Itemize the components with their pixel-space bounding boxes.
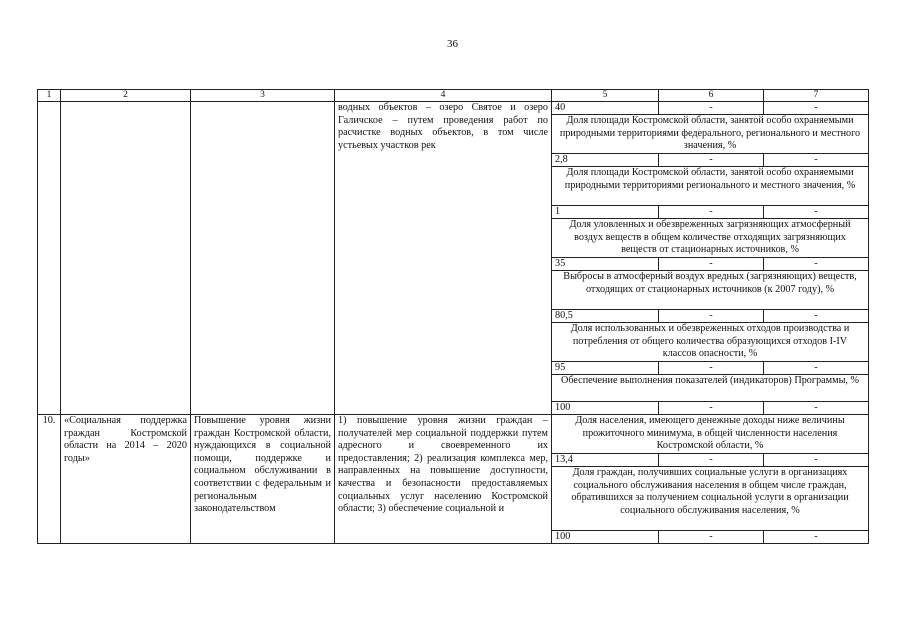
indicator-label: Доля уловленных и обезвреженных загрязняющих атмосферный воздух веществ в общем количестве отходящих загрязняющих веществ от стационарных источников, % <box>552 219 869 258</box>
indicator-value-col6: - <box>659 258 764 271</box>
table-row <box>38 102 869 115</box>
indicator-value-2014: 95 <box>552 362 659 375</box>
header-col-4: 4 <box>335 90 552 102</box>
indicator-value-2014: 40 <box>552 102 659 115</box>
row9-objectives: водных объектов – озеро Святое и озеро Галичское – путем проведения работ по расчистке водных объектов, в том числе устьевых участков рек <box>335 102 552 415</box>
table-row <box>38 415 869 454</box>
indicator-value-col7: - <box>764 154 869 167</box>
indicator-value-col7: - <box>764 102 869 115</box>
indicator-value-col6: - <box>659 362 764 375</box>
header-col-3: 3 <box>191 90 335 102</box>
header-col-7: 7 <box>764 90 869 102</box>
row10-objectives: 1) повышение уровня жизни граждан – получателей мер социальной поддержки путем адресного и своевременного их предоставления; 2) реализация комплекса мер, направленных на повышение доступности, качества и безопасности предоставляемых социальных услуг населению Костромской области; 3) обеспечение социальной и <box>335 415 552 544</box>
header-row <box>38 90 869 102</box>
indicator-value-2014: 100 <box>552 531 659 544</box>
indicator-value-2014: 35 <box>552 258 659 271</box>
indicator-label: Доля использованных и обезвреженных отходов производства и потребления от общего количества образующихся отходов I-IV классов опасности, % <box>552 323 869 362</box>
header-col-6: 6 <box>659 90 764 102</box>
indicator-value-2014: 13,4 <box>552 454 659 467</box>
indicator-value-2014: 1 <box>552 206 659 219</box>
row10-number: 10. <box>38 415 61 544</box>
indicator-value-col7: - <box>764 402 869 415</box>
header-col-5: 5 <box>552 90 659 102</box>
row9-col2 <box>61 102 191 415</box>
indicator-label: Доля площади Костромской области, занятой особо охраняемыми природными территориями регионального и местного значения, % <box>552 167 869 206</box>
row9-col3 <box>191 102 335 415</box>
indicator-label: Доля населения, имеющего денежные доходы ниже величины прожиточного минимума, в общей численности населения Костромской области, % <box>552 415 869 454</box>
indicator-value-2014: 2,8 <box>552 154 659 167</box>
program-table <box>37 89 869 544</box>
indicator-value-2014: 100 <box>552 402 659 415</box>
indicator-value-col6: - <box>659 454 764 467</box>
indicator-value-col7: - <box>764 310 869 323</box>
indicator-value-col7: - <box>764 362 869 375</box>
indicator-value-col7: - <box>764 454 869 467</box>
row10-goal: Повышение уровня жизни граждан Костромской области, нуждающихся в социальной помощи, поддержке и социальном обслуживании в соответствии с федеральным и региональным законодательством <box>191 415 335 544</box>
indicator-value-col6: - <box>659 531 764 544</box>
indicator-label: Доля площади Костромской области, занятой особо охраняемыми природными территориями федерального, регионального и местного значения, % <box>552 115 869 154</box>
indicator-value-col6: - <box>659 102 764 115</box>
indicator-value-col7: - <box>764 531 869 544</box>
indicator-value-col7: - <box>764 258 869 271</box>
row10-program-name: «Социальная поддержка граждан Костромской области на 2014 – 2020 годы» <box>61 415 191 544</box>
indicator-label: Обеспечение выполнения показателей (индикаторов) Программы, % <box>552 375 869 402</box>
indicator-value-col6: - <box>659 206 764 219</box>
indicator-value-col7: - <box>764 206 869 219</box>
indicator-value-2014: 80,5 <box>552 310 659 323</box>
indicator-value-col6: - <box>659 154 764 167</box>
indicator-label: Выбросы в атмосферный воздух вредных (загрязняющих) веществ, отходящих от стационарных источников (к 2007 году), % <box>552 271 869 310</box>
header-col-1: 1 <box>38 90 61 102</box>
indicator-value-col6: - <box>659 310 764 323</box>
header-col-2: 2 <box>61 90 191 102</box>
indicator-label: Доля граждан, получивших социальные услуги в организациях социального обслуживания населения в общем числе граждан, обратившихся за получением социальной услуги в организации социального обслуживания населения, % <box>552 467 869 531</box>
row9-col1 <box>38 102 61 415</box>
page-number: 36 <box>447 38 458 50</box>
indicator-value-col6: - <box>659 402 764 415</box>
